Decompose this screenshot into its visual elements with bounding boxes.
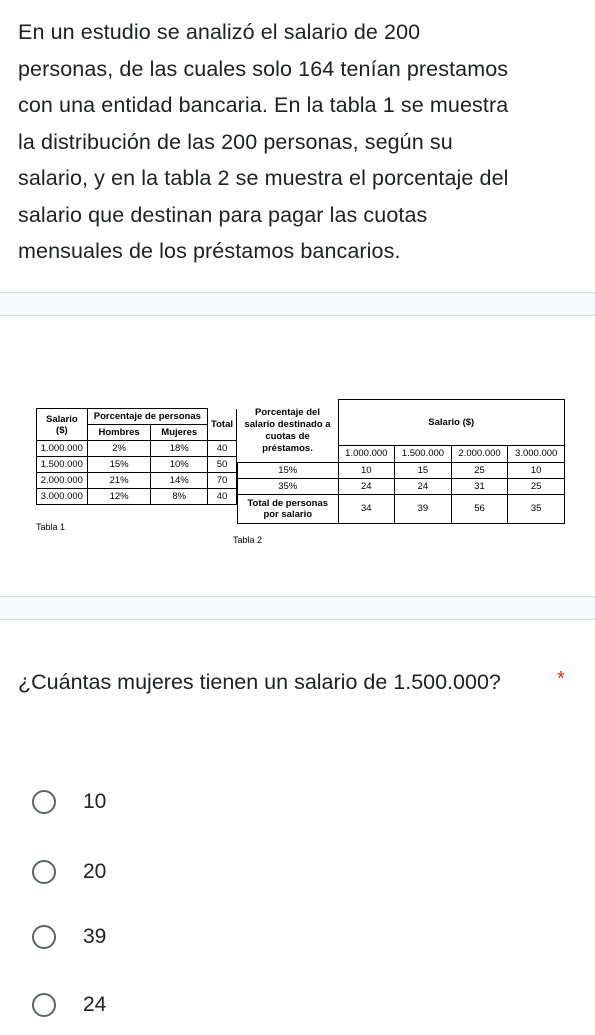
intro-line: En un estudio se analizó el salario de 200 bbox=[18, 20, 421, 44]
table-row bbox=[238, 462, 565, 478]
table2-header-porcentaje: Porcentaje del salario destinado a cuotas de préstamos. bbox=[238, 400, 339, 463]
option-label: 20 bbox=[83, 860, 107, 883]
table1-header-hombres: Hombres bbox=[87, 425, 151, 441]
table-cell: 2% bbox=[87, 441, 151, 457]
table-cell: 1.000.000 bbox=[37, 441, 88, 457]
table-cell: 70 bbox=[208, 473, 237, 489]
table-row-label: 15% bbox=[238, 462, 339, 478]
table-row-label: 35% bbox=[238, 478, 339, 494]
question-intro bbox=[18, 14, 583, 270]
intro-line: con una entidad bancaria. En la tabla 1 se muestra bbox=[18, 93, 509, 117]
table1-header-total: Total bbox=[208, 409, 237, 441]
intro-line: personas, de las cuales solo 164 tenían prestamos bbox=[18, 56, 509, 81]
table-1 bbox=[36, 408, 237, 505]
table-cell: 39 bbox=[395, 494, 452, 523]
option-24[interactable] bbox=[32, 988, 106, 1022]
table-row bbox=[37, 441, 237, 457]
table-cell: 21% bbox=[87, 473, 151, 489]
table-cell: 12% bbox=[87, 489, 151, 505]
table-cell: 15 bbox=[395, 462, 452, 478]
radio-button[interactable] bbox=[32, 790, 56, 814]
table-row bbox=[37, 457, 237, 473]
table-row bbox=[37, 473, 237, 489]
table-row-label: Total de personas por salario bbox=[238, 494, 339, 523]
intro-line: salario, y en la tabla 2 se muestra el porcentaje del bbox=[18, 166, 509, 190]
intro-line: mensuales de los préstamos bancarios. bbox=[18, 239, 401, 263]
option-10[interactable] bbox=[32, 785, 106, 819]
table-cell: 40 bbox=[208, 441, 237, 457]
table-cell: 56 bbox=[451, 494, 508, 523]
table-cell: 2.000.000 bbox=[37, 473, 88, 489]
table1-header-porcentaje: Porcentaje de personas bbox=[87, 409, 207, 425]
table-cell: 25 bbox=[508, 478, 565, 494]
required-asterisk: * bbox=[557, 668, 565, 690]
table2-col-header: 1.500.000 bbox=[395, 446, 452, 462]
radio-button[interactable] bbox=[32, 860, 56, 884]
option-label: 10 bbox=[83, 790, 107, 813]
table-cell: 1.500.000 bbox=[37, 457, 88, 473]
option-39[interactable] bbox=[32, 920, 106, 954]
section-divider bbox=[0, 596, 595, 620]
table-row bbox=[37, 489, 237, 505]
table1-header-mujeres: Mujeres bbox=[151, 425, 208, 441]
option-label: 39 bbox=[83, 925, 107, 948]
table-cell: 14% bbox=[151, 473, 208, 489]
table-cell: 15% bbox=[87, 457, 151, 473]
table2-col-header: 3.000.000 bbox=[508, 446, 565, 462]
table-cell: 34 bbox=[338, 494, 395, 523]
table-cell: 10% bbox=[151, 457, 208, 473]
table-cell: 8% bbox=[151, 489, 208, 505]
table-2 bbox=[237, 399, 565, 524]
table2-caption: Tabla 2 bbox=[233, 535, 263, 545]
table-row bbox=[238, 494, 565, 523]
section-divider bbox=[0, 292, 595, 316]
table-cell: 25 bbox=[451, 462, 508, 478]
table-cell: 3.000.000 bbox=[37, 489, 88, 505]
question-title: ¿Cuántas mujeres tienen un salario de 1.500.000? bbox=[18, 670, 501, 694]
table-cell: 18% bbox=[151, 441, 208, 457]
intro-line: salario que destinan para pagar las cuotas bbox=[18, 202, 428, 227]
table2-col-header: 1.000.000 bbox=[338, 446, 395, 462]
table-row bbox=[238, 478, 565, 494]
radio-button[interactable] bbox=[32, 925, 56, 949]
table-cell: 24 bbox=[395, 478, 452, 494]
option-20[interactable] bbox=[32, 855, 106, 889]
table-cell: 31 bbox=[451, 478, 508, 494]
table-cell: 50 bbox=[208, 457, 237, 473]
table2-col-header: 2.000.000 bbox=[451, 446, 508, 462]
option-label: 24 bbox=[83, 993, 107, 1016]
radio-button[interactable] bbox=[32, 993, 56, 1017]
table-cell: 40 bbox=[208, 489, 237, 505]
table-cell: 10 bbox=[508, 462, 565, 478]
table-cell: 10 bbox=[338, 462, 395, 478]
intro-line: la distribución de las 200 personas, según su bbox=[18, 129, 453, 154]
table-cell: 24 bbox=[338, 478, 395, 494]
table1-caption: Tabla 1 bbox=[36, 522, 66, 532]
table1-header-salario: Salario ($) bbox=[37, 409, 88, 441]
table-cell: 35 bbox=[508, 494, 565, 523]
table2-header-salario: Salario ($) bbox=[338, 400, 565, 446]
